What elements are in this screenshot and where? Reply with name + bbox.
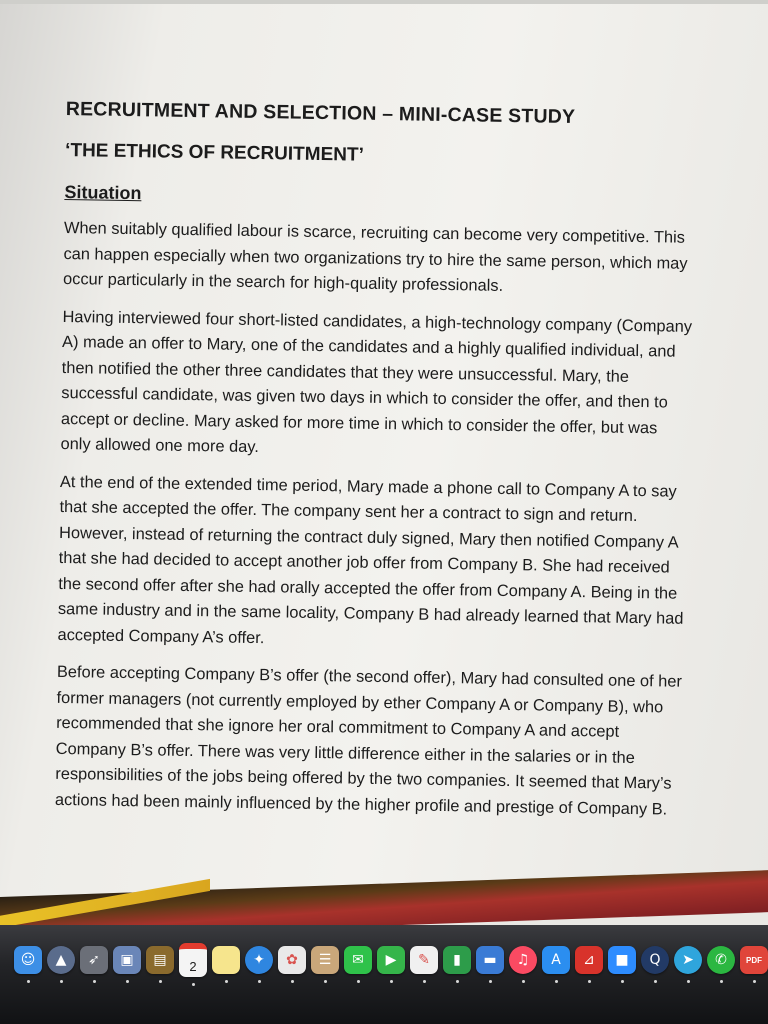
- running-indicator: [324, 980, 327, 983]
- running-indicator: [390, 980, 393, 983]
- safari-icon[interactable]: [245, 946, 273, 974]
- running-indicator: [654, 980, 657, 983]
- music-glyph: ♫: [516, 952, 530, 968]
- document-subtitle: ‘THE ETHICS OF RECRUITMENT’: [64, 139, 365, 166]
- running-indicator: [159, 980, 162, 983]
- contacts-glyph: ☰: [318, 952, 332, 968]
- running-indicator: [60, 980, 63, 983]
- running-indicator: [588, 980, 591, 983]
- window-top-edge: [0, 0, 768, 4]
- calendar-icon[interactable]: [179, 943, 207, 977]
- pdf-expert-icon[interactable]: [740, 946, 768, 974]
- keynote-icon[interactable]: [476, 946, 504, 974]
- app-store-icon[interactable]: [542, 946, 570, 974]
- preview-glyph: ▣: [120, 952, 134, 968]
- photos-icon[interactable]: [278, 946, 306, 974]
- running-indicator: [555, 980, 558, 983]
- whatsapp-glyph: ✆: [715, 952, 727, 968]
- paragraph-2: Having interviewed four short-listed candidates, a high-technology company (Company A) made an offer to Mary, one of the candidates and a highly qualified individual, and then notified the other three candidates that they were unsuccessful. Mary, the successful candidate, was given two days in which to consider the offer, and then to accept or decline. Mary asked for more time in which to consider the offer, but was only allowed one more day.: [60, 307, 693, 457]
- paragraph-4: Before accepting Company B’s offer (the second offer), Mary had consulted one of her former managers (not currently employed by ether Company A or Company B), who recommended that she ignore her oral commitment to Company A and accept Company B’s offer. There was very little difference either in the salaries or in the responsibilities of the jobs being offered by the two companies. It seemed that Mary’s actions had been mainly influenced by the higher profile and prestige of Company B.: [54, 662, 683, 819]
- running-indicator: [522, 980, 525, 983]
- running-indicator: [687, 980, 690, 983]
- running-indicator: [753, 980, 756, 983]
- dock: [14, 937, 764, 983]
- calendar-day: 2: [189, 958, 197, 974]
- facetime-icon[interactable]: [377, 946, 405, 974]
- facetime-glyph: ▶: [385, 952, 397, 968]
- section-heading: Situation: [64, 181, 142, 204]
- document-content: [55, 96, 696, 835]
- running-indicator: [357, 980, 360, 983]
- quicktime-glyph: Q: [649, 952, 661, 968]
- running-indicator: [621, 980, 624, 983]
- running-indicator: [291, 980, 294, 983]
- photos-glyph: ✿: [286, 952, 298, 968]
- notes-glyph: ▤: [153, 952, 167, 968]
- stickies-icon[interactable]: [212, 946, 240, 974]
- app-store-glyph: A: [551, 952, 561, 968]
- running-indicator: [192, 983, 195, 986]
- document-title: RECRUITMENT AND SELECTION – MINI-CASE STUDY: [65, 97, 576, 128]
- finder-icon[interactable]: [14, 946, 42, 974]
- running-indicator: [456, 980, 459, 983]
- preview-icon[interactable]: [113, 946, 141, 974]
- zoom-icon[interactable]: [608, 946, 636, 974]
- running-indicator: [225, 980, 228, 983]
- freeform-icon[interactable]: [410, 946, 438, 974]
- contacts-icon[interactable]: [311, 946, 339, 974]
- freeform-glyph: ✎: [418, 952, 430, 968]
- finder-glyph: ☺: [20, 952, 36, 968]
- running-indicator: [258, 980, 261, 983]
- numbers-glyph: ▮: [453, 952, 461, 968]
- running-indicator: [720, 980, 723, 983]
- pdf-label: PDF: [746, 955, 762, 965]
- keynote-glyph: ▬: [483, 952, 497, 968]
- music-icon[interactable]: [509, 946, 537, 974]
- telegram-glyph: ➤: [682, 952, 694, 968]
- telegram-icon[interactable]: [674, 946, 702, 974]
- messages-icon[interactable]: [344, 946, 372, 974]
- running-indicator: [423, 980, 426, 983]
- numbers-icon[interactable]: [443, 946, 471, 974]
- launchpad-glyph: ▲: [55, 952, 67, 968]
- paragraph-3: At the end of the extended time period, Mary made a phone call to Company A to say that she accepted the offer. The company sent her a contract to sign and return. However, instead of returning the contract duly signed, Mary then notified Company A that she had decided to accept another job offer from Company B. She had received the second offer after she had orally accepted the offer from Company A. Being in the same industry and in the same locality, Company B had already learned that Mary had accepted Company A’s offer.: [57, 472, 684, 647]
- paragraph-1: When suitably qualified labour is scarce, recruiting can become very competitive. This can happen especially when two organizations try to hire the same person, which may occur particularly in the search for high-quality professionals.: [62, 218, 688, 295]
- running-indicator: [93, 980, 96, 983]
- whatsapp-icon[interactable]: [707, 946, 735, 974]
- quicktime-icon[interactable]: [641, 946, 669, 974]
- rocket-icon[interactable]: [80, 946, 108, 974]
- messages-glyph: ✉: [352, 952, 364, 968]
- acrobat-icon[interactable]: [575, 946, 603, 974]
- running-indicator: [27, 980, 30, 983]
- notes-icon[interactable]: [146, 946, 174, 974]
- running-indicator: [489, 980, 492, 983]
- acrobat-glyph: ⊿: [583, 952, 595, 968]
- running-indicator: [126, 980, 129, 983]
- safari-glyph: ✦: [253, 952, 265, 968]
- zoom-glyph: ■: [615, 952, 629, 968]
- launchpad-icon[interactable]: [47, 946, 75, 974]
- rocket-glyph: ➶: [88, 952, 100, 968]
